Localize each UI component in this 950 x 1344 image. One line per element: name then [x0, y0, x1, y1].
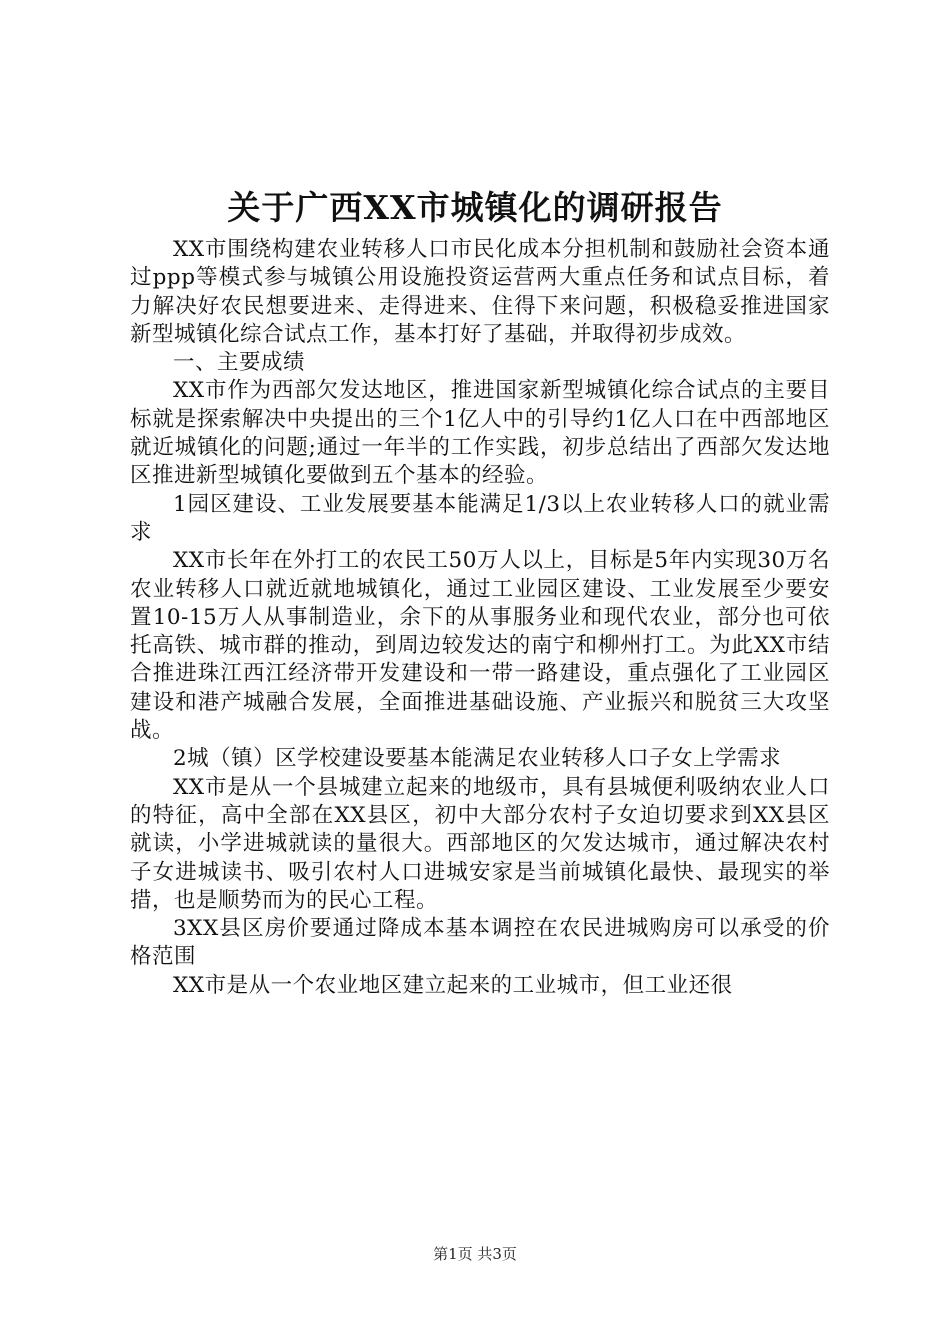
paragraph-overview: XX市作为西部欠发达地区，推进国家新型城镇化综合试点的主要目标就是探索解决中央提出的三个1亿人中的引导约1亿人口在中西部地区就近城镇化的问题;通过一年半的工作实践，初步总结出了西部欠发达地区推进新型城镇化要做到五个基本的经验。: [130, 378, 830, 489]
page-number-footer: 第1页 共3页: [433, 1245, 517, 1263]
document-body: [130, 236, 830, 1000]
document-title: 关于广西XX市城镇化的调研报告: [227, 188, 723, 227]
subheading-3-housing-prices: 3XX县区房价要通过降成本基本调控在农民进城购房可以承受的价格范围: [130, 916, 830, 970]
intro-paragraph: XX市围绕构建农业转移人口市民化成本分担机制和鼓励社会资本通过ppp等模式参与城镇公用设施投资运营两大重点任务和试点目标，着力解决好农民想要进来、走得进来、住得下来问题，积极稳妥推进国家新型城镇化综合试点工作，基本打好了基础，并取得初步成效。: [130, 237, 830, 347]
paragraph-schools: XX市是从一个县城建立起来的地级市，具有县城便利吸纳农业人口的特征，高中全部在XX县区，初中大部分农村子女迫切要求到XX县区就读，小学进城就读的量很大。西部地区的欠发达城市，通过解决农村子女进城读书、吸引农村人口进城安家是当前城镇化最快、最现实的举措，也是顺势而为的民心工程。: [130, 774, 830, 913]
section-heading-main-results: 一、主要成绩: [173, 350, 306, 376]
paragraph-industrial-parks: XX市长年在外打工的农民工50万人以上，目标是5年内实现30万名农业转移人口就近就地城镇化，通过工业园区建设、工业发展至少要安置10-15万人从事制造业，余下的从事服务业和现代农业，部分也可依托高铁、城市群的推动，到周边较发达的南宁和柳州打工。为此XX市结合推进珠江西江经济带开发建设和一带一路建设，重点强化了工业园区建设和港产城融合发展，全面推进基础设施、产业振兴和脱贫三大攻坚战。: [130, 548, 830, 744]
subheading-2-schools: 2城（镇）区学校建设要基本能满足农业转移人口子女上学需求: [173, 746, 782, 772]
subheading-1-industrial-parks: 1园区建设、工业发展要基本能满足1/3以上农业转移人口的就业需求: [130, 491, 830, 545]
paragraph-housing-prices: XX市是从一个农业地区建立起来的工业城市，但工业还很: [173, 972, 733, 998]
